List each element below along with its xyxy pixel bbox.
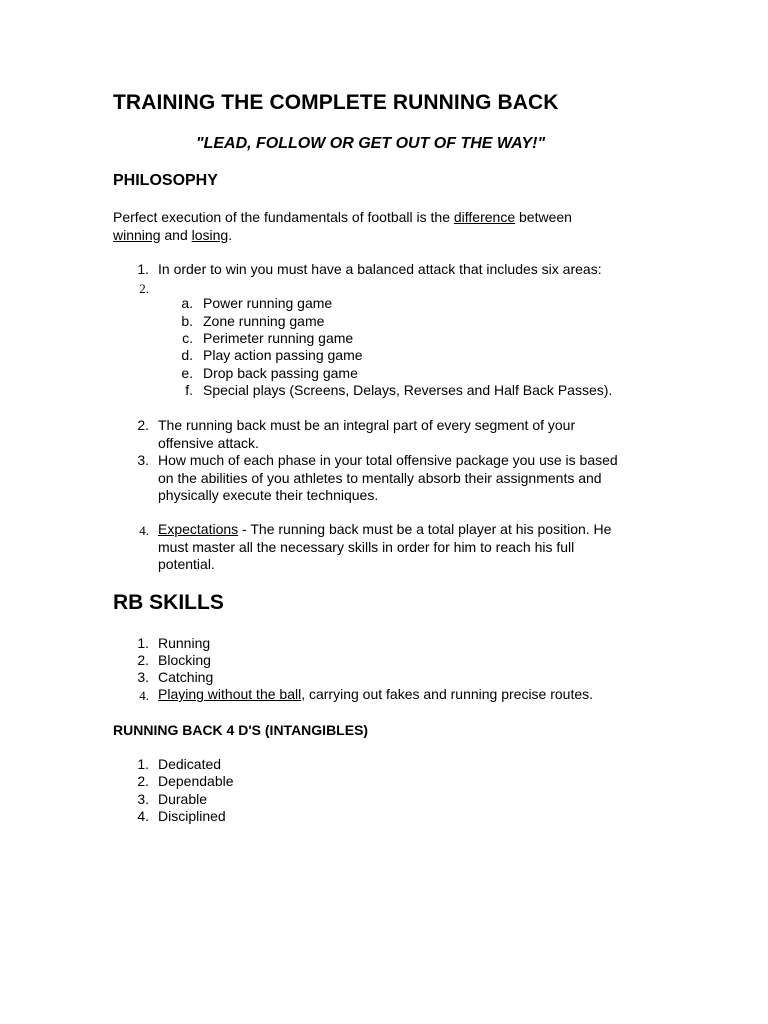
philosophy-intro: [113, 209, 653, 244]
list-item-text: Blocking: [158, 652, 211, 668]
list-item-text: Dependable: [158, 773, 234, 789]
intro-underline-difference: difference: [453, 209, 516, 225]
intro-text: .: [228, 226, 233, 243]
sublist-letter: c.: [182, 330, 193, 346]
intro-text: and: [160, 226, 192, 243]
intro-underline-losing: losing: [191, 226, 229, 243]
sublist-item-text: Play action passing game: [203, 347, 363, 363]
list-number: 2.: [137, 773, 149, 789]
list-number: 4.: [139, 523, 149, 538]
rb-skills-heading: RB SKILLS: [113, 591, 224, 614]
list-number: 2.: [137, 652, 149, 668]
expectations-underline: Expectations: [158, 521, 239, 537]
list-number: 2.: [137, 417, 149, 433]
list-item-line: , carrying out fakes and running precise routes.: [301, 686, 594, 702]
sublist-letter: a.: [181, 295, 193, 311]
list-number: 1.: [137, 756, 149, 772]
list-number: 1.: [137, 261, 149, 277]
stray-list-number: 2.: [139, 281, 149, 296]
intangibles-heading: RUNNING BACK 4 D'S (INTANGIBLES): [113, 722, 369, 738]
sublist-item-text: Perimeter running game: [203, 330, 354, 346]
list-item-text: [158, 452, 618, 505]
list-number: 4.: [137, 808, 149, 824]
list-item-text: Catching: [158, 669, 214, 685]
list-item-line: offensive attack.: [158, 434, 259, 451]
list-item-line: potential.: [158, 556, 215, 572]
sublist-letter: f.: [185, 382, 193, 398]
list-item-text: [158, 521, 611, 574]
sublist-item-text: Power running game: [203, 295, 333, 311]
intro-text: between: [515, 209, 572, 225]
sublist-letter: e.: [181, 365, 193, 381]
document-title: TRAINING THE COMPLETE RUNNING BACK: [113, 91, 559, 114]
sublist-item-text: Drop back passing game: [203, 365, 358, 381]
list-item-text: [158, 417, 575, 452]
intro-underline-winning: winning: [113, 226, 161, 243]
list-number: 3.: [137, 791, 149, 807]
list-item-text: Running: [158, 635, 211, 651]
list-item-line: physically execute their techniques.: [158, 487, 379, 503]
list-item-line: on the abilities of you athletes to mentally absorb their assignments and: [158, 469, 602, 486]
list-number: 3.: [137, 452, 149, 468]
list-number: 3.: [137, 669, 149, 685]
sublist-letter: d.: [181, 347, 193, 363]
playing-without-ball-underline: Playing without the ball: [158, 686, 302, 702]
list-item-text: Disciplined: [158, 808, 226, 824]
document-subtitle: "LEAD, FOLLOW OR GET OUT OF THE WAY!": [196, 135, 546, 152]
list-number: 4.: [139, 688, 149, 703]
list-item-text: Durable: [158, 791, 208, 807]
sublist-item-text: Zone running game: [203, 313, 325, 329]
list-number: 1.: [137, 635, 149, 651]
philosophy-heading: PHILOSOPHY: [113, 172, 218, 189]
intro-text: Perfect execution of the fundamentals of football is the: [113, 209, 454, 225]
list-item-line: How much of each phase in your total offensive package you use is based: [158, 452, 618, 468]
list-item-line: must master all the necessary skills in order for him to reach his full: [158, 538, 575, 555]
list-item-line: - The running back must be a total player at his position. He: [238, 521, 612, 537]
list-item-line: The running back must be an integral part of every segment of your: [158, 417, 576, 433]
sublist-letter: b.: [181, 313, 193, 329]
sublist-item-text: Special plays (Screens, Delays, Reverses and Half Back Passes).: [203, 382, 613, 398]
list-item-text: In order to win you must have a balanced attack that includes six areas:: [158, 261, 602, 277]
list-item-text: [158, 686, 593, 704]
list-item-text: Dedicated: [158, 756, 222, 772]
